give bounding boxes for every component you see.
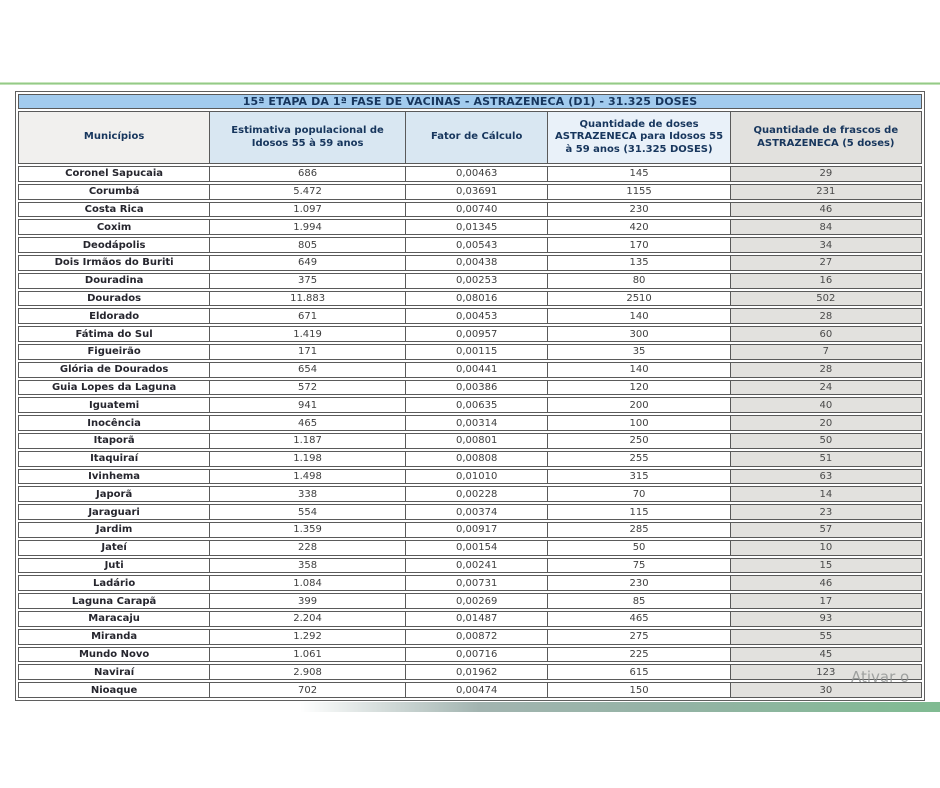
vials-cell: 15: [731, 559, 921, 573]
vials-cell: 51: [731, 452, 921, 466]
population-cell: 1.097: [210, 203, 406, 217]
municipality-cell: Itaquiraí: [19, 452, 210, 466]
doses-cell: 200: [548, 398, 730, 412]
table-row: [18, 362, 922, 378]
factor-cell: 0,00635: [406, 398, 549, 412]
doses-cell: 285: [548, 523, 730, 537]
doses-cell: 465: [548, 612, 730, 626]
municipality-cell: Itaporã: [19, 434, 210, 448]
vials-cell: 23: [731, 505, 921, 519]
factor-cell: 0,00957: [406, 327, 549, 341]
doses-cell: 2510: [548, 292, 730, 306]
doses-cell: 420: [548, 220, 730, 234]
municipality-cell: Ivinhema: [19, 470, 210, 484]
table-row: [18, 166, 922, 182]
vials-cell: 84: [731, 220, 921, 234]
doses-cell: 140: [548, 309, 730, 323]
factor-cell: 0,00474: [406, 683, 549, 697]
municipality-cell: Coxim: [19, 220, 210, 234]
municipality-cell: Figueirão: [19, 345, 210, 359]
factor-cell: 0,00917: [406, 523, 549, 537]
doses-cell: 35: [548, 345, 730, 359]
population-cell: 399: [210, 594, 406, 608]
population-cell: 554: [210, 505, 406, 519]
municipality-cell: Ladário: [19, 576, 210, 590]
population-cell: 228: [210, 541, 406, 555]
table-row: [18, 202, 922, 218]
vials-cell: 14: [731, 487, 921, 501]
vials-cell: 60: [731, 327, 921, 341]
factor-cell: 0,03691: [406, 185, 549, 199]
table-row: [18, 469, 922, 485]
doses-cell: 135: [548, 256, 730, 270]
vials-cell: 27: [731, 256, 921, 270]
population-cell: 1.292: [210, 630, 406, 644]
factor-cell: 0,01345: [406, 220, 549, 234]
municipality-cell: Douradina: [19, 274, 210, 288]
vials-cell: 502: [731, 292, 921, 306]
municipality-cell: Juti: [19, 559, 210, 573]
municipality-cell: Glória de Dourados: [19, 363, 210, 377]
table-row: [18, 415, 922, 431]
doses-cell: 70: [548, 487, 730, 501]
vials-cell: 93: [731, 612, 921, 626]
factor-cell: 0,00463: [406, 167, 549, 181]
municipality-cell: Iguatemi: [19, 398, 210, 412]
vials-cell: 10: [731, 541, 921, 555]
factor-cell: 0,00438: [406, 256, 549, 270]
population-cell: 941: [210, 398, 406, 412]
vials-cell: 28: [731, 363, 921, 377]
horizontal-divider-rule: [0, 82, 940, 85]
factor-cell: 0,00115: [406, 345, 549, 359]
population-cell: 671: [210, 309, 406, 323]
table-row: [18, 522, 922, 538]
vials-cell: 231: [731, 185, 921, 199]
factor-cell: 0,00386: [406, 381, 549, 395]
doses-cell: 140: [548, 363, 730, 377]
vials-cell: 28: [731, 309, 921, 323]
vials-cell: 29: [731, 167, 921, 181]
population-cell: 572: [210, 381, 406, 395]
table-row: [18, 219, 922, 235]
population-cell: 2.908: [210, 665, 406, 679]
table-row: [18, 647, 922, 663]
municipality-cell: Eldorado: [19, 309, 210, 323]
factor-cell: 0,00543: [406, 238, 549, 252]
population-cell: 11.883: [210, 292, 406, 306]
doses-cell: 120: [548, 381, 730, 395]
population-cell: 5.472: [210, 185, 406, 199]
column-header-quantidade-doses: Quantidade de doses ASTRAZENECA para Idosos 55 à 59 anos (31.325 DOSES): [548, 112, 730, 163]
population-cell: 1.994: [210, 220, 406, 234]
table-row: [18, 308, 922, 324]
municipality-cell: Fátima do Sul: [19, 327, 210, 341]
column-header-fator-de-calculo: Fator de Cálculo: [406, 112, 549, 163]
municipality-cell: Guia Lopes da Laguna: [19, 381, 210, 395]
factor-cell: 0,01962: [406, 665, 549, 679]
doses-cell: 100: [548, 416, 730, 430]
column-header-estimativa-populacional: Estimativa populacional de Idosos 55 à 59 anos: [210, 112, 406, 163]
population-cell: 358: [210, 559, 406, 573]
population-cell: 465: [210, 416, 406, 430]
doses-cell: 230: [548, 576, 730, 590]
factor-cell: 0,00374: [406, 505, 549, 519]
doses-cell: 275: [548, 630, 730, 644]
vials-cell: 63: [731, 470, 921, 484]
doses-cell: 1155: [548, 185, 730, 199]
municipality-cell: Dois Irmãos do Buriti: [19, 256, 210, 270]
municipality-cell: Jateí: [19, 541, 210, 555]
population-cell: 1.498: [210, 470, 406, 484]
factor-cell: 0,00253: [406, 274, 549, 288]
municipality-cell: Laguna Carapã: [19, 594, 210, 608]
population-cell: 375: [210, 274, 406, 288]
factor-cell: 0,00154: [406, 541, 549, 555]
table-header-row: [18, 111, 922, 164]
population-cell: 654: [210, 363, 406, 377]
table-row: [18, 326, 922, 342]
table-row: [18, 540, 922, 556]
table-row: [18, 629, 922, 645]
population-cell: 1.061: [210, 648, 406, 662]
table-row: [18, 611, 922, 627]
municipality-cell: Mundo Novo: [19, 648, 210, 662]
factor-cell: 0,00314: [406, 416, 549, 430]
municipality-cell: Jardim: [19, 523, 210, 537]
factor-cell: 0,00716: [406, 648, 549, 662]
factor-cell: 0,00872: [406, 630, 549, 644]
population-cell: 686: [210, 167, 406, 181]
factor-cell: 0,00808: [406, 452, 549, 466]
vials-cell: 20: [731, 416, 921, 430]
factor-cell: 0,00441: [406, 363, 549, 377]
table-row: [18, 184, 922, 200]
population-cell: 1.198: [210, 452, 406, 466]
population-cell: 1.359: [210, 523, 406, 537]
municipality-cell: Inocência: [19, 416, 210, 430]
municipality-cell: Nioaque: [19, 683, 210, 697]
factor-cell: 0,08016: [406, 292, 549, 306]
population-cell: 171: [210, 345, 406, 359]
municipality-cell: Costa Rica: [19, 203, 210, 217]
table-row: [18, 664, 922, 680]
population-cell: 702: [210, 683, 406, 697]
vials-cell: 45: [731, 648, 921, 662]
doses-cell: 150: [548, 683, 730, 697]
vials-cell: 55: [731, 630, 921, 644]
population-cell: 805: [210, 238, 406, 252]
table-row: [18, 380, 922, 396]
municipality-cell: Deodápolis: [19, 238, 210, 252]
population-cell: 1.084: [210, 576, 406, 590]
municipality-cell: Maracaju: [19, 612, 210, 626]
vials-cell: 46: [731, 576, 921, 590]
population-cell: 1.419: [210, 327, 406, 341]
table-row: [18, 575, 922, 591]
vials-cell: 50: [731, 434, 921, 448]
table-title: 15ª ETAPA DA 1ª FASE DE VACINAS - ASTRAZENECA (D1) - 31.325 DOSES: [18, 94, 922, 109]
bottom-gradient-bar: [300, 702, 940, 712]
table-body: [18, 166, 922, 698]
doses-cell: 230: [548, 203, 730, 217]
doses-cell: 115: [548, 505, 730, 519]
table-row: [18, 344, 922, 360]
vials-cell: 24: [731, 381, 921, 395]
doses-cell: 170: [548, 238, 730, 252]
doses-cell: 85: [548, 594, 730, 608]
vials-cell: 123: [731, 665, 921, 679]
table-row: [18, 486, 922, 502]
municipality-cell: Dourados: [19, 292, 210, 306]
factor-cell: 0,00801: [406, 434, 549, 448]
doses-cell: 300: [548, 327, 730, 341]
vials-cell: 30: [731, 683, 921, 697]
factor-cell: 0,01487: [406, 612, 549, 626]
table-row: [18, 433, 922, 449]
table-row: [18, 451, 922, 467]
doses-cell: 315: [548, 470, 730, 484]
municipality-cell: Coronel Sapucaia: [19, 167, 210, 181]
table-row: [18, 593, 922, 609]
municipality-cell: Jaraguari: [19, 505, 210, 519]
table-row: [18, 397, 922, 413]
doses-cell: 615: [548, 665, 730, 679]
factor-cell: 0,00228: [406, 487, 549, 501]
doses-cell: 250: [548, 434, 730, 448]
table-row: [18, 558, 922, 574]
population-cell: 2.204: [210, 612, 406, 626]
municipality-cell: Corumbá: [19, 185, 210, 199]
factor-cell: 0,01010: [406, 470, 549, 484]
table-row: [18, 273, 922, 289]
doses-cell: 225: [548, 648, 730, 662]
municipality-cell: Japorã: [19, 487, 210, 501]
vials-cell: 7: [731, 345, 921, 359]
population-cell: 1.187: [210, 434, 406, 448]
factor-cell: 0,00241: [406, 559, 549, 573]
population-cell: 338: [210, 487, 406, 501]
column-header-municipios: Municípios: [19, 112, 210, 163]
vials-cell: 34: [731, 238, 921, 252]
table-row: [18, 504, 922, 520]
municipality-cell: Naviraí: [19, 665, 210, 679]
doses-cell: 75: [548, 559, 730, 573]
vials-cell: 16: [731, 274, 921, 288]
column-header-quantidade-frascos: Quantidade de frascos de ASTRAZENECA (5 doses): [731, 112, 921, 163]
factor-cell: 0,00740: [406, 203, 549, 217]
doses-cell: 80: [548, 274, 730, 288]
factor-cell: 0,00453: [406, 309, 549, 323]
vaccine-distribution-table: [15, 91, 925, 701]
vials-cell: 46: [731, 203, 921, 217]
population-cell: 649: [210, 256, 406, 270]
factor-cell: 0,00731: [406, 576, 549, 590]
doses-cell: 50: [548, 541, 730, 555]
windows-activation-watermark: Ativar o: [851, 668, 910, 686]
table-row: [18, 682, 922, 698]
municipality-cell: Miranda: [19, 630, 210, 644]
table-row: [18, 237, 922, 253]
table-row: [18, 255, 922, 271]
factor-cell: 0,00269: [406, 594, 549, 608]
vials-cell: 17: [731, 594, 921, 608]
doses-cell: 145: [548, 167, 730, 181]
table-row: [18, 291, 922, 307]
doses-cell: 255: [548, 452, 730, 466]
vials-cell: 40: [731, 398, 921, 412]
vials-cell: 57: [731, 523, 921, 537]
